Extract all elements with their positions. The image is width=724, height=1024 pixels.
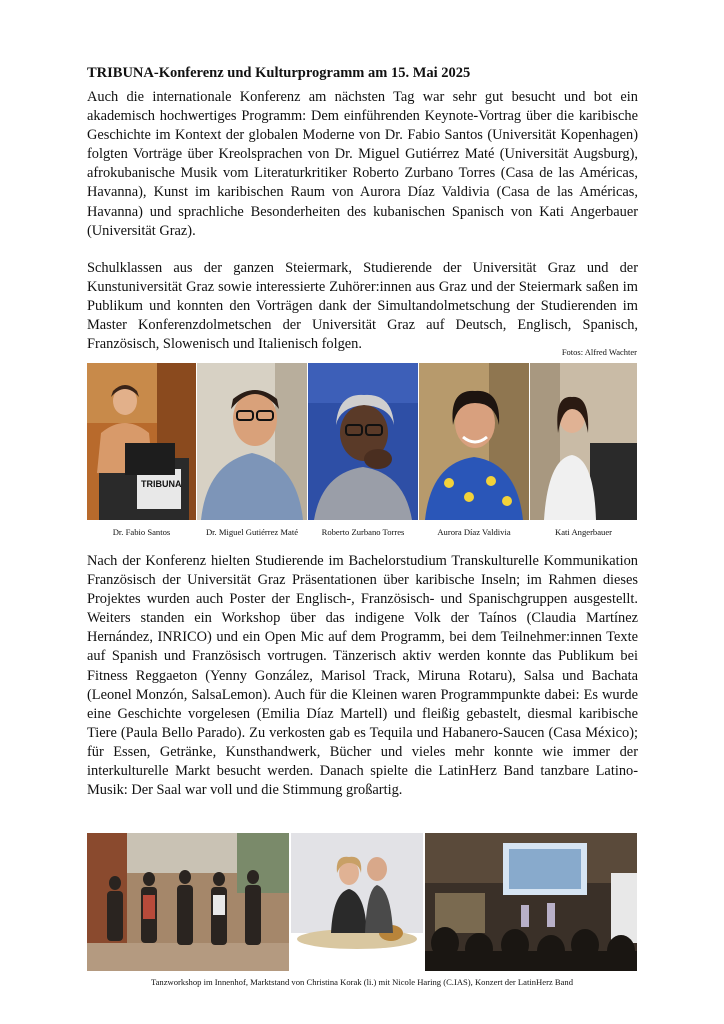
photo-kati-angerbauer: [530, 363, 637, 520]
photo-aurora-diaz-valdivia: [419, 363, 529, 520]
paragraph-audience: Schulklassen aus der ganzen Steiermark, Studierende der Universität Graz und der Kunstuniversität Graz sowie interessierte Zuhörer:innen aus Graz und der Steiermark saßen im Publikum und konnten den Vorträgen dank der Simultandolmetschung der Studierenden im Master Konferenzdolmetschen der Universität Graz auf Deutsch, Englisch, Spanisch, Französisch, Slowenisch und Italienisch folgen.: [87, 260, 638, 353]
caption-speaker: Aurora Díaz Valdivia: [437, 527, 511, 537]
photo-credit: Fotos: Alfred Wachter: [561, 347, 637, 357]
paragraph-conference: Auch die internationale Konferenz am nächsten Tag war sehr gut besucht und bot ein akademisch hochwertiges Programm: Dem einführenden Keynote-Vortrag über die karibische Geschichte im Kontext der globalen Moderne von Dr. Fabio Santos (Universität Kopenhagen) folgten Vorträge über Kreolsprachen von Dr. Miguel Gutiérrez Maté (Universität Augsburg), afrokubanische Musik vom Literaturkritiker Roberto Zurbano Torres (Casa de las Américas, Havanna), Kunst im karibischen Raum von Aurora Díaz Valdivia (Casa de las Américas, Havanna) und sprachliche Besonderheiten des kubanischen Spanisch von Kati Angerbauer (Universität Graz).: [87, 89, 638, 239]
caption-speaker: Kati Angerbauer: [554, 527, 613, 537]
photo-dance-workshop: [87, 833, 289, 971]
photo-latinherz-band-concert: [425, 833, 637, 971]
caption-speaker: Roberto Zurbano Torres: [321, 527, 405, 537]
podium-sign: TRIBUNA: [141, 479, 182, 489]
paragraph-culture-program: Nach der Konferenz hielten Studierende im Bachelorstudium Transkulturelle Kommunikation Französisch der Universität Graz Präsentationen über karibische Inseln; im Rahmen dieses Projektes wurden auch Poster der Englisch-, Französisch- und Spanischgruppen ausgestellt. Weiters standen ein Workshop über das indigene Volk der Taínos (Claudia Martínez Hernández, INRICO) und ein Open Mic auf dem Programm, bei dem Teilnehmer:innen Texte auf Spanish und Französisch vortrugen. Tänzerisch aktiv werden konnte das Publikum bei Fitness Reggaeton (Yenny González, Marisol Track, Miruna Rotaru), Salsa und Bachata (Leonel Monzón, SalsaLemon). Auch für die Kleinen waren Programmpunkte dabei: Es wurde eine Geschichte vorgelesen (Emilia Díaz Martell) und fleißig gebastelt, diesmal karibische Tiere (Paula Bello Parado). Zu verkosten gab es Tequila und Habanero-Saucen (Casa México); für Essen, Getränke, Kunsthandwerk, Bücher und vieles mehr konnte wie immer der interkulturelle Markt besucht werden. Danach spielte die LatinHerz Band tanzbare Latino-Musik: Der Saal war voll und die Stimmung großartig.: [87, 553, 638, 799]
photo-miguel-gutierrez-mate: [197, 363, 307, 520]
document-title: TRIBUNA-Konferenz und Kulturprogramm am 15. Mai 2025: [87, 65, 471, 81]
photo-roberto-zurbano-torres: [308, 363, 418, 520]
caption-speaker: Dr. Fabio Santos: [112, 527, 171, 537]
bottom-photo-caption: Tanzworkshop im Innenhof, Marktstand von Christina Korak (li.) mit Nicole Haring (C.IAS), Konzert der LatinHerz Band: [150, 977, 574, 987]
caption-speaker: Dr. Miguel Gutiérrez Maté: [205, 527, 299, 537]
photo-market-stand: [291, 833, 423, 971]
photo-fabio-santos: [87, 363, 196, 520]
